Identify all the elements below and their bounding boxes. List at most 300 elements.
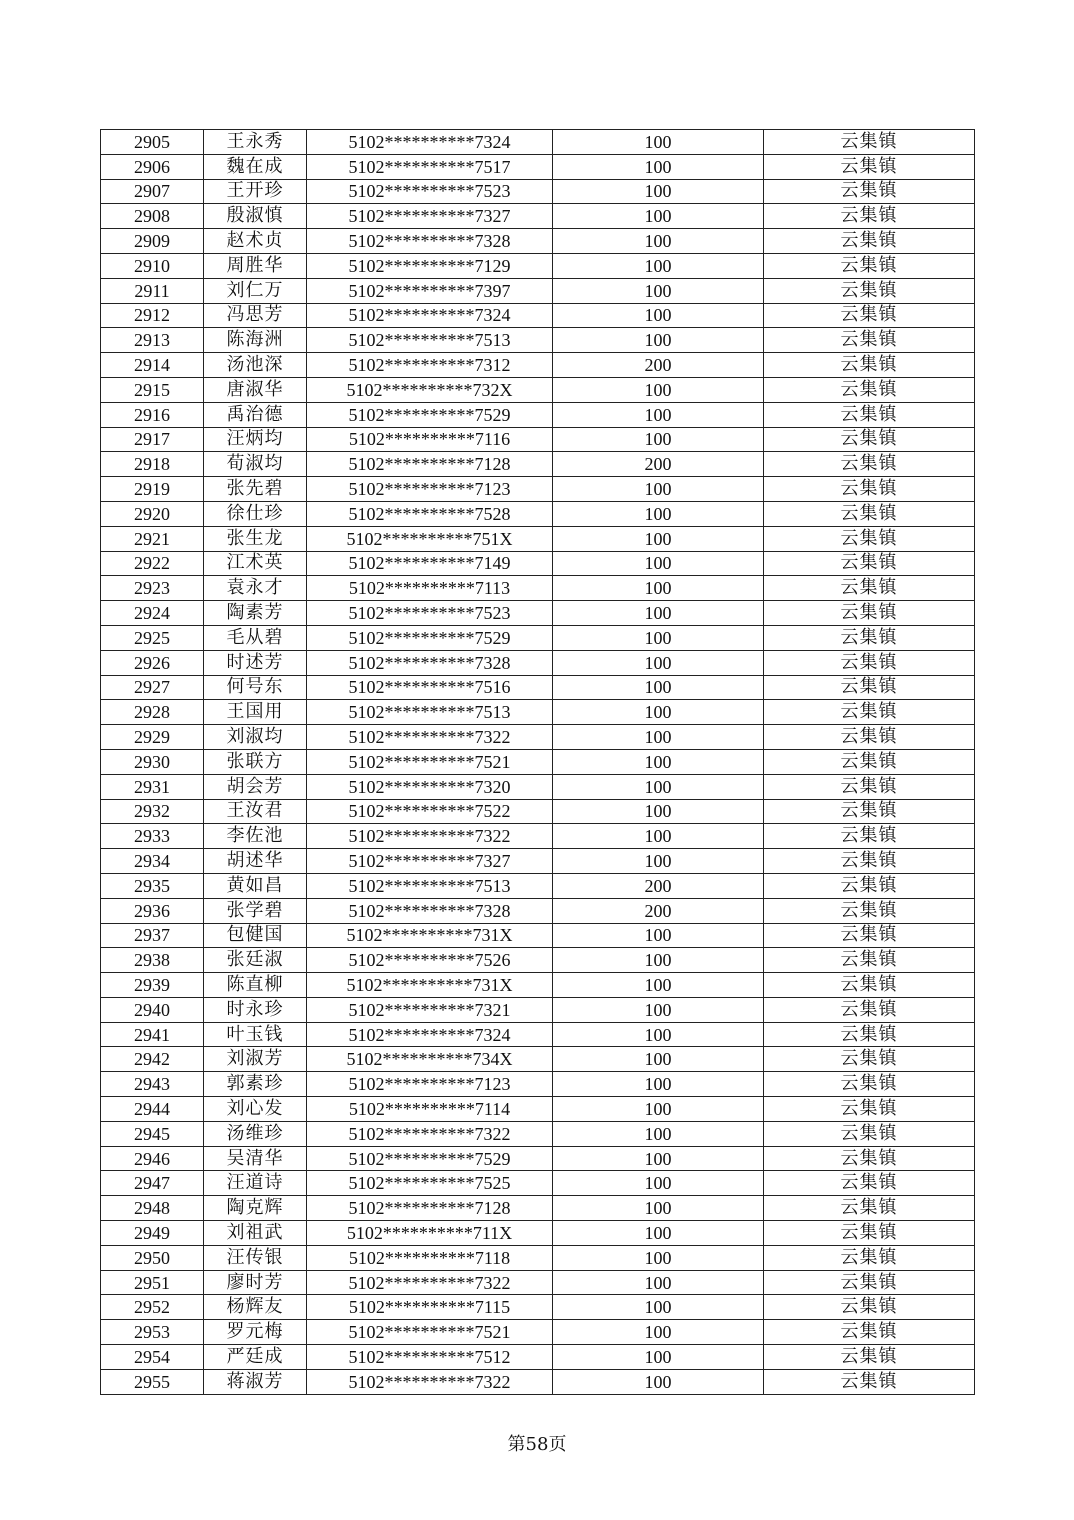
serial-number-cell: 2933 (101, 824, 204, 849)
id-number-cell: 5102**********7516 (307, 675, 553, 700)
town-cell: 云集镇 (764, 1097, 975, 1122)
id-number-cell: 5102**********7322 (307, 1270, 553, 1295)
town-cell: 云集镇 (764, 402, 975, 427)
id-number-cell: 5102**********7322 (307, 1369, 553, 1394)
amount-cell: 100 (553, 1320, 764, 1345)
amount-cell: 100 (553, 948, 764, 973)
name-cell: 陈直柳 (204, 973, 307, 998)
town-cell: 云集镇 (764, 923, 975, 948)
name-cell: 张学碧 (204, 898, 307, 923)
id-number-cell: 5102**********732X (307, 377, 553, 402)
amount-cell: 100 (553, 650, 764, 675)
table-row (101, 1320, 975, 1345)
name-cell: 时永珍 (204, 997, 307, 1022)
town-cell: 云集镇 (764, 675, 975, 700)
table-row (101, 278, 975, 303)
amount-cell: 200 (553, 452, 764, 477)
amount-cell: 100 (553, 774, 764, 799)
serial-number-cell: 2928 (101, 700, 204, 725)
name-cell: 王开珍 (204, 179, 307, 204)
amount-cell: 100 (553, 1072, 764, 1097)
id-number-cell: 5102**********7324 (307, 303, 553, 328)
town-cell: 云集镇 (764, 1146, 975, 1171)
table-row (101, 973, 975, 998)
page-number: 第58页 (507, 1434, 567, 1455)
town-cell: 云集镇 (764, 700, 975, 725)
town-cell: 云集镇 (764, 303, 975, 328)
id-number-cell: 5102**********7513 (307, 700, 553, 725)
serial-number-cell: 2936 (101, 898, 204, 923)
table-row (101, 700, 975, 725)
table-row (101, 551, 975, 576)
town-cell: 云集镇 (764, 1245, 975, 1270)
table-row (101, 1146, 975, 1171)
amount-cell: 100 (553, 973, 764, 998)
serial-number-cell: 2949 (101, 1221, 204, 1246)
id-number-cell: 5102**********7114 (307, 1097, 553, 1122)
serial-number-cell: 2910 (101, 253, 204, 278)
amount-cell: 100 (553, 204, 764, 229)
serial-number-cell: 2915 (101, 377, 204, 402)
town-cell: 云集镇 (764, 1295, 975, 1320)
roster-body (101, 130, 975, 1395)
amount-cell: 100 (553, 501, 764, 526)
id-number-cell: 5102**********7118 (307, 1245, 553, 1270)
town-cell: 云集镇 (764, 1121, 975, 1146)
id-number-cell: 5102**********7327 (307, 849, 553, 874)
name-cell: 张廷淑 (204, 948, 307, 973)
amount-cell: 100 (553, 1022, 764, 1047)
amount-cell: 100 (553, 377, 764, 402)
serial-number-cell: 2932 (101, 799, 204, 824)
id-number-cell: 5102**********7324 (307, 1022, 553, 1047)
table-row (101, 873, 975, 898)
name-cell: 陈海洲 (204, 328, 307, 353)
serial-number-cell: 2917 (101, 427, 204, 452)
amount-cell: 100 (553, 179, 764, 204)
town-cell: 云集镇 (764, 1270, 975, 1295)
name-cell: 汤池深 (204, 353, 307, 378)
table-row (101, 923, 975, 948)
id-number-cell: 5102**********7513 (307, 873, 553, 898)
table-row (101, 526, 975, 551)
id-number-cell: 5102**********7327 (307, 204, 553, 229)
table-row (101, 1270, 975, 1295)
id-number-cell: 5102**********7512 (307, 1345, 553, 1370)
town-cell: 云集镇 (764, 625, 975, 650)
name-cell: 胡述华 (204, 849, 307, 874)
town-cell: 云集镇 (764, 1369, 975, 1394)
serial-number-cell: 2941 (101, 1022, 204, 1047)
name-cell: 江术英 (204, 551, 307, 576)
name-cell: 殷淑慎 (204, 204, 307, 229)
name-cell: 刘心发 (204, 1097, 307, 1122)
table-row (101, 824, 975, 849)
town-cell: 云集镇 (764, 873, 975, 898)
town-cell: 云集镇 (764, 551, 975, 576)
amount-cell: 100 (553, 1097, 764, 1122)
town-cell: 云集镇 (764, 1047, 975, 1072)
serial-number-cell: 2930 (101, 749, 204, 774)
town-cell: 云集镇 (764, 799, 975, 824)
table-row (101, 130, 975, 155)
amount-cell: 100 (553, 1369, 764, 1394)
serial-number-cell: 2954 (101, 1345, 204, 1370)
amount-cell: 100 (553, 1221, 764, 1246)
name-cell: 包健国 (204, 923, 307, 948)
id-number-cell: 5102**********711X (307, 1221, 553, 1246)
name-cell: 周胜华 (204, 253, 307, 278)
serial-number-cell: 2926 (101, 650, 204, 675)
town-cell: 云集镇 (764, 1171, 975, 1196)
town-cell: 云集镇 (764, 774, 975, 799)
serial-number-cell: 2940 (101, 997, 204, 1022)
serial-number-cell: 2944 (101, 1097, 204, 1122)
town-cell: 云集镇 (764, 204, 975, 229)
town-cell: 云集镇 (764, 526, 975, 551)
id-number-cell: 5102**********7526 (307, 948, 553, 973)
town-cell: 云集镇 (764, 1320, 975, 1345)
table-row (101, 774, 975, 799)
serial-number-cell: 2953 (101, 1320, 204, 1345)
id-number-cell: 5102**********7322 (307, 725, 553, 750)
town-cell: 云集镇 (764, 824, 975, 849)
name-cell: 刘仁万 (204, 278, 307, 303)
amount-cell: 100 (553, 229, 764, 254)
amount-cell: 100 (553, 601, 764, 626)
serial-number-cell: 2920 (101, 501, 204, 526)
serial-number-cell: 2945 (101, 1121, 204, 1146)
name-cell: 荀淑均 (204, 452, 307, 477)
amount-cell: 100 (553, 700, 764, 725)
serial-number-cell: 2937 (101, 923, 204, 948)
amount-cell: 100 (553, 1245, 764, 1270)
amount-cell: 100 (553, 675, 764, 700)
town-cell: 云集镇 (764, 179, 975, 204)
town-cell: 云集镇 (764, 501, 975, 526)
table-row (101, 1345, 975, 1370)
serial-number-cell: 2929 (101, 725, 204, 750)
id-number-cell: 5102**********751X (307, 526, 553, 551)
name-cell: 魏在成 (204, 154, 307, 179)
amount-cell: 100 (553, 1270, 764, 1295)
amount-cell: 100 (553, 1047, 764, 1072)
serial-number-cell: 2955 (101, 1369, 204, 1394)
name-cell: 禹治德 (204, 402, 307, 427)
id-number-cell: 5102**********7116 (307, 427, 553, 452)
name-cell: 张生龙 (204, 526, 307, 551)
town-cell: 云集镇 (764, 997, 975, 1022)
id-number-cell: 5102**********7528 (307, 501, 553, 526)
table-row (101, 179, 975, 204)
table-row (101, 1295, 975, 1320)
name-cell: 时述芳 (204, 650, 307, 675)
table-row (101, 477, 975, 502)
town-cell: 云集镇 (764, 973, 975, 998)
serial-number-cell: 2913 (101, 328, 204, 353)
name-cell: 叶玉钱 (204, 1022, 307, 1047)
town-cell: 云集镇 (764, 898, 975, 923)
id-number-cell: 5102**********7522 (307, 799, 553, 824)
amount-cell: 100 (553, 1345, 764, 1370)
table-row (101, 204, 975, 229)
town-cell: 云集镇 (764, 328, 975, 353)
town-cell: 云集镇 (764, 576, 975, 601)
id-number-cell: 5102**********7328 (307, 898, 553, 923)
id-number-cell: 5102**********7513 (307, 328, 553, 353)
town-cell: 云集镇 (764, 749, 975, 774)
name-cell: 毛从碧 (204, 625, 307, 650)
amount-cell: 100 (553, 749, 764, 774)
name-cell: 黄如昌 (204, 873, 307, 898)
name-cell: 陶素芳 (204, 601, 307, 626)
serial-number-cell: 2950 (101, 1245, 204, 1270)
name-cell: 刘祖武 (204, 1221, 307, 1246)
table-row (101, 749, 975, 774)
id-number-cell: 5102**********7521 (307, 749, 553, 774)
town-cell: 云集镇 (764, 849, 975, 874)
table-row (101, 353, 975, 378)
serial-number-cell: 2906 (101, 154, 204, 179)
name-cell: 袁永才 (204, 576, 307, 601)
serial-number-cell: 2942 (101, 1047, 204, 1072)
amount-cell: 100 (553, 849, 764, 874)
amount-cell: 100 (553, 253, 764, 278)
serial-number-cell: 2924 (101, 601, 204, 626)
amount-cell: 200 (553, 898, 764, 923)
town-cell: 云集镇 (764, 427, 975, 452)
id-number-cell: 5102**********7328 (307, 650, 553, 675)
amount-cell: 100 (553, 824, 764, 849)
table-row (101, 427, 975, 452)
table-row (101, 452, 975, 477)
id-number-cell: 5102**********7320 (307, 774, 553, 799)
name-cell: 陶克辉 (204, 1196, 307, 1221)
id-number-cell: 5102**********7397 (307, 278, 553, 303)
serial-number-cell: 2939 (101, 973, 204, 998)
id-number-cell: 5102**********7324 (307, 130, 553, 155)
table-row (101, 1245, 975, 1270)
id-number-cell: 5102**********7322 (307, 824, 553, 849)
id-number-cell: 5102**********7529 (307, 625, 553, 650)
id-number-cell: 5102**********7115 (307, 1295, 553, 1320)
name-cell: 赵术贞 (204, 229, 307, 254)
town-cell: 云集镇 (764, 154, 975, 179)
id-number-cell: 5102**********7517 (307, 154, 553, 179)
serial-number-cell: 2946 (101, 1146, 204, 1171)
id-number-cell: 5102**********7128 (307, 452, 553, 477)
name-cell: 王国用 (204, 700, 307, 725)
subsidy-roster-table (100, 129, 975, 1395)
id-number-cell: 5102**********7128 (307, 1196, 553, 1221)
name-cell: 严廷成 (204, 1345, 307, 1370)
amount-cell: 100 (553, 278, 764, 303)
serial-number-cell: 2943 (101, 1072, 204, 1097)
amount-cell: 200 (553, 873, 764, 898)
id-number-cell: 5102**********7312 (307, 353, 553, 378)
name-cell: 张先碧 (204, 477, 307, 502)
table-row (101, 799, 975, 824)
id-number-cell: 5102**********7123 (307, 1072, 553, 1097)
serial-number-cell: 2948 (101, 1196, 204, 1221)
table-row (101, 1196, 975, 1221)
serial-number-cell: 2938 (101, 948, 204, 973)
table-row (101, 675, 975, 700)
name-cell: 吴清华 (204, 1146, 307, 1171)
town-cell: 云集镇 (764, 1221, 975, 1246)
serial-number-cell: 2911 (101, 278, 204, 303)
town-cell: 云集镇 (764, 278, 975, 303)
town-cell: 云集镇 (764, 725, 975, 750)
name-cell: 王永秀 (204, 130, 307, 155)
town-cell: 云集镇 (764, 377, 975, 402)
town-cell: 云集镇 (764, 229, 975, 254)
amount-cell: 100 (553, 799, 764, 824)
name-cell: 王汝君 (204, 799, 307, 824)
table-row (101, 229, 975, 254)
serial-number-cell: 2922 (101, 551, 204, 576)
name-cell: 汪传银 (204, 1245, 307, 1270)
name-cell: 杨辉友 (204, 1295, 307, 1320)
id-number-cell: 5102**********7523 (307, 179, 553, 204)
amount-cell: 100 (553, 526, 764, 551)
name-cell: 胡会芳 (204, 774, 307, 799)
amount-cell: 100 (553, 154, 764, 179)
name-cell: 汪炳均 (204, 427, 307, 452)
town-cell: 云集镇 (764, 253, 975, 278)
town-cell: 云集镇 (764, 1072, 975, 1097)
name-cell: 冯思芳 (204, 303, 307, 328)
town-cell: 云集镇 (764, 1022, 975, 1047)
town-cell: 云集镇 (764, 601, 975, 626)
serial-number-cell: 2905 (101, 130, 204, 155)
serial-number-cell: 2951 (101, 1270, 204, 1295)
amount-cell: 100 (553, 576, 764, 601)
table-row (101, 154, 975, 179)
id-number-cell: 5102**********7113 (307, 576, 553, 601)
id-number-cell: 5102**********7321 (307, 997, 553, 1022)
id-number-cell: 5102**********7523 (307, 601, 553, 626)
id-number-cell: 5102**********7129 (307, 253, 553, 278)
table-row (101, 1072, 975, 1097)
serial-number-cell: 2919 (101, 477, 204, 502)
amount-cell: 100 (553, 923, 764, 948)
town-cell: 云集镇 (764, 353, 975, 378)
amount-cell: 100 (553, 997, 764, 1022)
table-row (101, 303, 975, 328)
amount-cell: 100 (553, 1121, 764, 1146)
serial-number-cell: 2914 (101, 353, 204, 378)
table-row (101, 501, 975, 526)
amount-cell: 100 (553, 427, 764, 452)
amount-cell: 100 (553, 1171, 764, 1196)
table-row (101, 1097, 975, 1122)
amount-cell: 100 (553, 328, 764, 353)
name-cell: 廖时芳 (204, 1270, 307, 1295)
serial-number-cell: 2908 (101, 204, 204, 229)
table-row (101, 601, 975, 626)
table-row (101, 377, 975, 402)
id-number-cell: 5102**********7322 (307, 1121, 553, 1146)
id-number-cell: 5102**********731X (307, 923, 553, 948)
table-row (101, 1369, 975, 1394)
name-cell: 罗元梅 (204, 1320, 307, 1345)
name-cell: 郭素珍 (204, 1072, 307, 1097)
amount-cell: 100 (553, 1146, 764, 1171)
serial-number-cell: 2912 (101, 303, 204, 328)
serial-number-cell: 2909 (101, 229, 204, 254)
serial-number-cell: 2916 (101, 402, 204, 427)
serial-number-cell: 2927 (101, 675, 204, 700)
amount-cell: 200 (553, 353, 764, 378)
amount-cell: 100 (553, 303, 764, 328)
amount-cell: 100 (553, 130, 764, 155)
amount-cell: 100 (553, 551, 764, 576)
amount-cell: 100 (553, 477, 764, 502)
table-row (101, 1022, 975, 1047)
name-cell: 李佐池 (204, 824, 307, 849)
table-row (101, 1221, 975, 1246)
name-cell: 刘淑均 (204, 725, 307, 750)
amount-cell: 100 (553, 1196, 764, 1221)
amount-cell: 100 (553, 625, 764, 650)
name-cell: 刘淑芳 (204, 1047, 307, 1072)
name-cell: 何号东 (204, 675, 307, 700)
id-number-cell: 5102**********7123 (307, 477, 553, 502)
table-row (101, 849, 975, 874)
id-number-cell: 5102**********7529 (307, 402, 553, 427)
table-row (101, 1171, 975, 1196)
name-cell: 张联方 (204, 749, 307, 774)
id-number-cell: 5102**********734X (307, 1047, 553, 1072)
serial-number-cell: 2952 (101, 1295, 204, 1320)
town-cell: 云集镇 (764, 948, 975, 973)
id-number-cell: 5102**********7149 (307, 551, 553, 576)
name-cell: 汤维珍 (204, 1121, 307, 1146)
table-row (101, 725, 975, 750)
table-row (101, 1047, 975, 1072)
table-row (101, 650, 975, 675)
table-row (101, 1121, 975, 1146)
town-cell: 云集镇 (764, 650, 975, 675)
id-number-cell: 5102**********7328 (307, 229, 553, 254)
town-cell: 云集镇 (764, 452, 975, 477)
table-row (101, 948, 975, 973)
amount-cell: 100 (553, 1295, 764, 1320)
town-cell: 云集镇 (764, 130, 975, 155)
amount-cell: 100 (553, 725, 764, 750)
table-row (101, 625, 975, 650)
table-row (101, 402, 975, 427)
table-row (101, 898, 975, 923)
town-cell: 云集镇 (764, 1196, 975, 1221)
serial-number-cell: 2923 (101, 576, 204, 601)
serial-number-cell: 2947 (101, 1171, 204, 1196)
serial-number-cell: 2931 (101, 774, 204, 799)
name-cell: 汪道诗 (204, 1171, 307, 1196)
id-number-cell: 5102**********731X (307, 973, 553, 998)
serial-number-cell: 2925 (101, 625, 204, 650)
name-cell: 徐仕珍 (204, 501, 307, 526)
serial-number-cell: 2907 (101, 179, 204, 204)
table-row (101, 997, 975, 1022)
serial-number-cell: 2918 (101, 452, 204, 477)
serial-number-cell: 2934 (101, 849, 204, 874)
serial-number-cell: 2921 (101, 526, 204, 551)
amount-cell: 100 (553, 402, 764, 427)
table-row (101, 328, 975, 353)
id-number-cell: 5102**********7529 (307, 1146, 553, 1171)
